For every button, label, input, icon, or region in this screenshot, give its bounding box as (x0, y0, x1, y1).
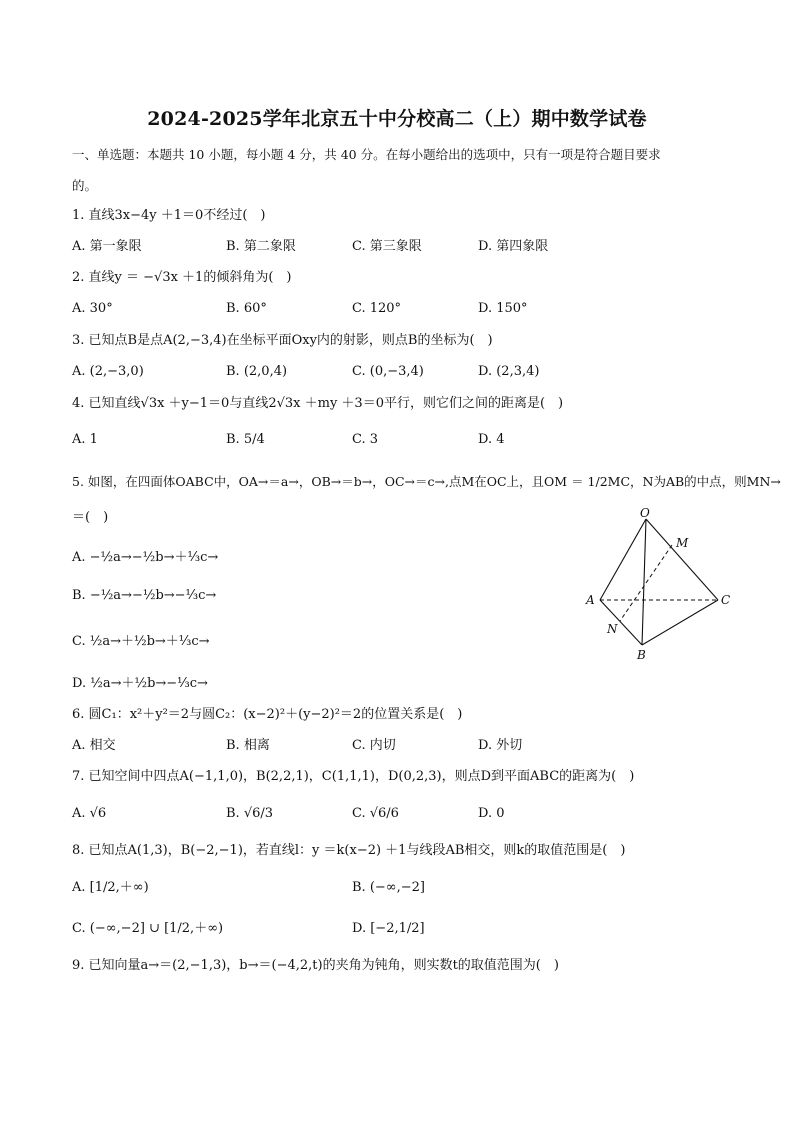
question-1-option-a: A. 第一象限 (72, 239, 142, 254)
question-4-option-b: B. 5/4 (226, 432, 265, 447)
question-5-option-d: D. ½a→＋½b→−⅓c→ (72, 676, 208, 691)
question-7-option-b: B. √6/3 (226, 806, 274, 821)
question-2-option-a: A. 30° (72, 301, 113, 316)
edge-bc (642, 600, 718, 645)
page-title: 2024-2025学年北京五十中分校高二（上）期中数学试卷 (147, 108, 647, 130)
question-4-option-a: A. 1 (72, 432, 98, 447)
label-b: B (637, 648, 646, 662)
question-8-option-d: D. [−2,1/2] (352, 921, 425, 936)
question-7-option-d: D. 0 (478, 806, 505, 821)
question-2-option-d: D. 150° (478, 301, 528, 316)
question-3-stem: 3. 已知点B是点A(2,−3,4)在坐标平面Oxy内的射影，则点B的坐标为( ) (72, 333, 493, 348)
question-5-option-b: B. −½a→−½b→−⅓c→ (72, 588, 217, 603)
question-6-option-c: C. 内切 (352, 738, 396, 753)
question-3-option-d: D. (2,3,4) (478, 364, 540, 379)
question-7-stem: 7. 已知空间中四点A(−1,1,0)，B(2,2,1)，C(1,1,1)，D(0,2,3)，则点D到平面ABC的距离为( ) (72, 769, 635, 784)
segment-mn (620, 545, 672, 621)
section-header-line-2: 的。 (72, 178, 98, 193)
question-8-option-c: C. (−∞,−2] ∪ [1/2,＋∞) (72, 921, 224, 936)
question-4-option-c: C. 3 (352, 432, 379, 447)
question-1-option-d: D. 第四象限 (478, 239, 549, 254)
edge-oa (600, 519, 646, 600)
label-o: O (640, 506, 650, 520)
label-a: A (586, 593, 595, 607)
question-7-option-a: A. √6 (72, 806, 107, 821)
question-3-option-c: C. (0,−3,4) (352, 364, 424, 379)
question-8-stem: 8. 已知点A(1,3)，B(−2,−1)，若直线l：y ＝k(x−2) ＋1与线段AB相交，则k的取值范围是( ) (72, 843, 626, 858)
question-1-option-c: C. 第三象限 (352, 239, 422, 254)
question-3-option-a: A. (2,−3,0) (72, 364, 144, 379)
question-1-stem: 1. 直线3x−4y ＋1＝0不经过( ) (72, 208, 266, 223)
question-7-option-c: C. √6/6 (352, 806, 399, 821)
label-c: C (721, 593, 730, 607)
question-9-stem: 9. 已知向量a→＝(2,−1,3)，b→＝(−4,2,t)的夹角为钝角，则实数t的取值范围为( ) (72, 958, 559, 973)
question-6-option-b: B. 相离 (226, 738, 270, 753)
question-6-option-d: D. 外切 (478, 738, 523, 753)
question-2-option-b: B. 60° (226, 301, 267, 316)
question-3-option-b: B. (2,0,4) (226, 364, 288, 379)
question-5-option-a: A. −½a→−½b→＋⅓c→ (72, 550, 219, 565)
label-n: N (607, 622, 618, 636)
section-header-line-1: 一、单选题：本题共 10 小题，每小题 4 分，共 40 分。在每小题给出的选项中，只有一项是符合题目要求 (72, 147, 661, 162)
question-8-option-b: B. (−∞,−2] (352, 880, 425, 895)
question-6-option-a: A. 相交 (72, 738, 116, 753)
question-5-stem-continued: ＝( ) (72, 510, 109, 525)
question-1-option-b: B. 第二象限 (226, 239, 296, 254)
question-2-option-c: C. 120° (352, 301, 402, 316)
question-2-stem: 2. 直线y ＝ −√3x ＋1的倾斜角为( ) (72, 270, 292, 285)
question-5-stem: 5. 如图，在四面体OABC中，OA→＝a→，OB→＝b→，OC→＝c→,点M在OC上，且OM ＝ 1/2MC，N为AB的中点，则MN→ (72, 474, 781, 489)
edge-ob (642, 519, 646, 645)
question-4-stem: 4. 已知直线√3x ＋y−1＝0与直线2√3x ＋my ＋3＝0平行，则它们之间的距离是( ) (72, 396, 564, 411)
question-4-option-d: D. 4 (478, 432, 505, 447)
question-6-stem: 6. 圆C₁：x²＋y²＝2与圆C₂：(x−2)²＋(y−2)²＝2的位置关系是( ) (72, 707, 463, 722)
question-8-option-a: A. [1/2,＋∞) (72, 880, 149, 895)
question-5-option-c: C. ½a→＋½b→＋⅓c→ (72, 634, 210, 649)
edge-oc (646, 519, 718, 600)
tetrahedron-figure (580, 505, 730, 665)
label-m: M (676, 536, 689, 550)
